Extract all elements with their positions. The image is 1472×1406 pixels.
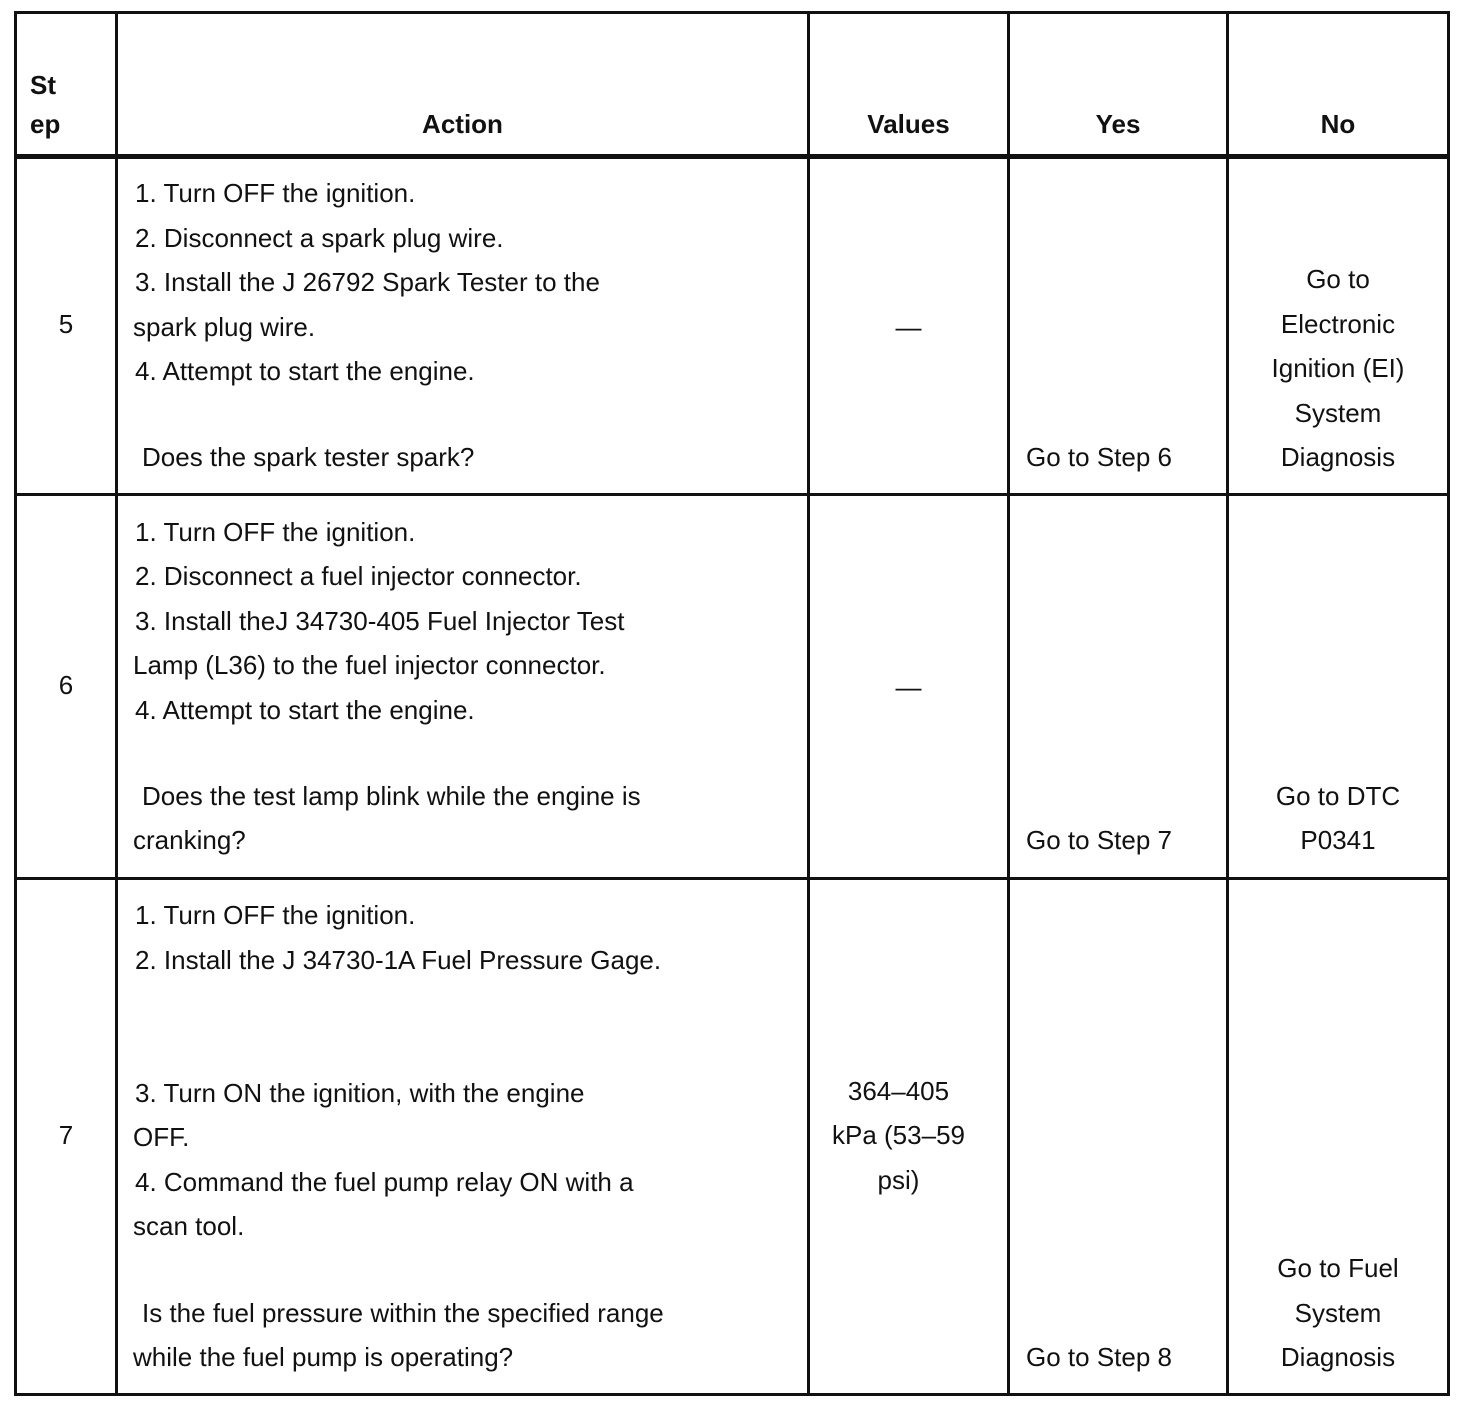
action-line: 2. Disconnect a fuel injector connector. xyxy=(135,561,582,591)
column-divider xyxy=(115,11,118,1396)
row-divider xyxy=(14,493,1450,496)
header-step-line2: ep xyxy=(30,109,61,139)
action-line: 1. Turn OFF the ignition. xyxy=(135,900,416,930)
action-question: while the fuel pump is operating? xyxy=(133,1342,514,1372)
no-cell-line: Diagnosis xyxy=(1280,442,1396,472)
action-question: Does the test lamp blink while the engine is xyxy=(142,781,641,811)
action-line: 4. Attempt to start the engine. xyxy=(135,356,475,386)
values-cell: — xyxy=(895,312,922,342)
values-cell-line: 364–405 xyxy=(847,1076,950,1106)
action-line: 1. Turn OFF the ignition. xyxy=(135,517,416,547)
action-line: OFF. xyxy=(133,1122,190,1152)
table-border-top xyxy=(14,11,1450,14)
action-line: 2. Install the J 34730-1A Fuel Pressure Gage. xyxy=(135,945,662,975)
no-cell-line: Go to DTC xyxy=(1275,781,1401,811)
yes-cell: Go to Step 8 xyxy=(1026,1342,1172,1372)
action-question: Is the fuel pressure within the specified range xyxy=(142,1298,664,1328)
action-line: scan tool. xyxy=(133,1211,245,1241)
values-cell-line: psi) xyxy=(877,1165,920,1195)
row-divider xyxy=(14,877,1450,880)
action-line: 3. Turn ON the ignition, with the engine xyxy=(135,1078,585,1108)
no-cell-line: Go to xyxy=(1306,264,1370,294)
action-question: Does the spark tester spark? xyxy=(142,442,475,472)
no-cell-line: Go to Fuel xyxy=(1277,1253,1399,1283)
header-no: No xyxy=(1320,109,1356,139)
step-number: 5 xyxy=(58,309,74,339)
header-yes: Yes xyxy=(1095,109,1141,139)
step-number: 7 xyxy=(58,1120,74,1150)
action-line: 1. Turn OFF the ignition. xyxy=(135,178,416,208)
column-divider xyxy=(1226,11,1229,1396)
column-divider xyxy=(1007,11,1010,1396)
no-cell-line: Ignition (EI) xyxy=(1271,353,1405,383)
action-line: 3. Install the J 26792 Spark Tester to the xyxy=(135,267,600,297)
no-cell-line: System xyxy=(1294,398,1382,428)
action-line: 4. Command the fuel pump relay ON with a xyxy=(135,1167,634,1197)
values-cell-line: kPa (53–59 xyxy=(832,1120,965,1150)
no-cell-line: Electronic xyxy=(1280,309,1396,339)
table-border-bottom xyxy=(14,1393,1450,1396)
action-line: Lamp (L36) to the fuel injector connector. xyxy=(133,650,606,680)
header-action: Action xyxy=(422,109,503,139)
header-divider xyxy=(14,154,1450,159)
header-values: Values xyxy=(867,109,950,139)
action-question: cranking? xyxy=(133,825,246,855)
no-cell-line: P0341 xyxy=(1300,825,1376,855)
no-cell-line: Diagnosis xyxy=(1280,1342,1396,1372)
action-line: 2. Disconnect a spark plug wire. xyxy=(135,223,504,253)
yes-cell: Go to Step 6 xyxy=(1026,442,1172,472)
diagnostic-table xyxy=(14,11,1450,1396)
action-line: 3. Install theJ 34730-405 Fuel Injector Test xyxy=(135,606,625,636)
values-cell: — xyxy=(895,672,922,702)
header-step-line1: St xyxy=(30,70,56,100)
action-line: spark plug wire. xyxy=(133,312,316,342)
step-number: 6 xyxy=(58,670,74,700)
action-line: 4. Attempt to start the engine. xyxy=(135,695,475,725)
yes-cell: Go to Step 7 xyxy=(1026,825,1172,855)
table-border-right xyxy=(1447,11,1450,1396)
no-cell-line: System xyxy=(1294,1298,1382,1328)
